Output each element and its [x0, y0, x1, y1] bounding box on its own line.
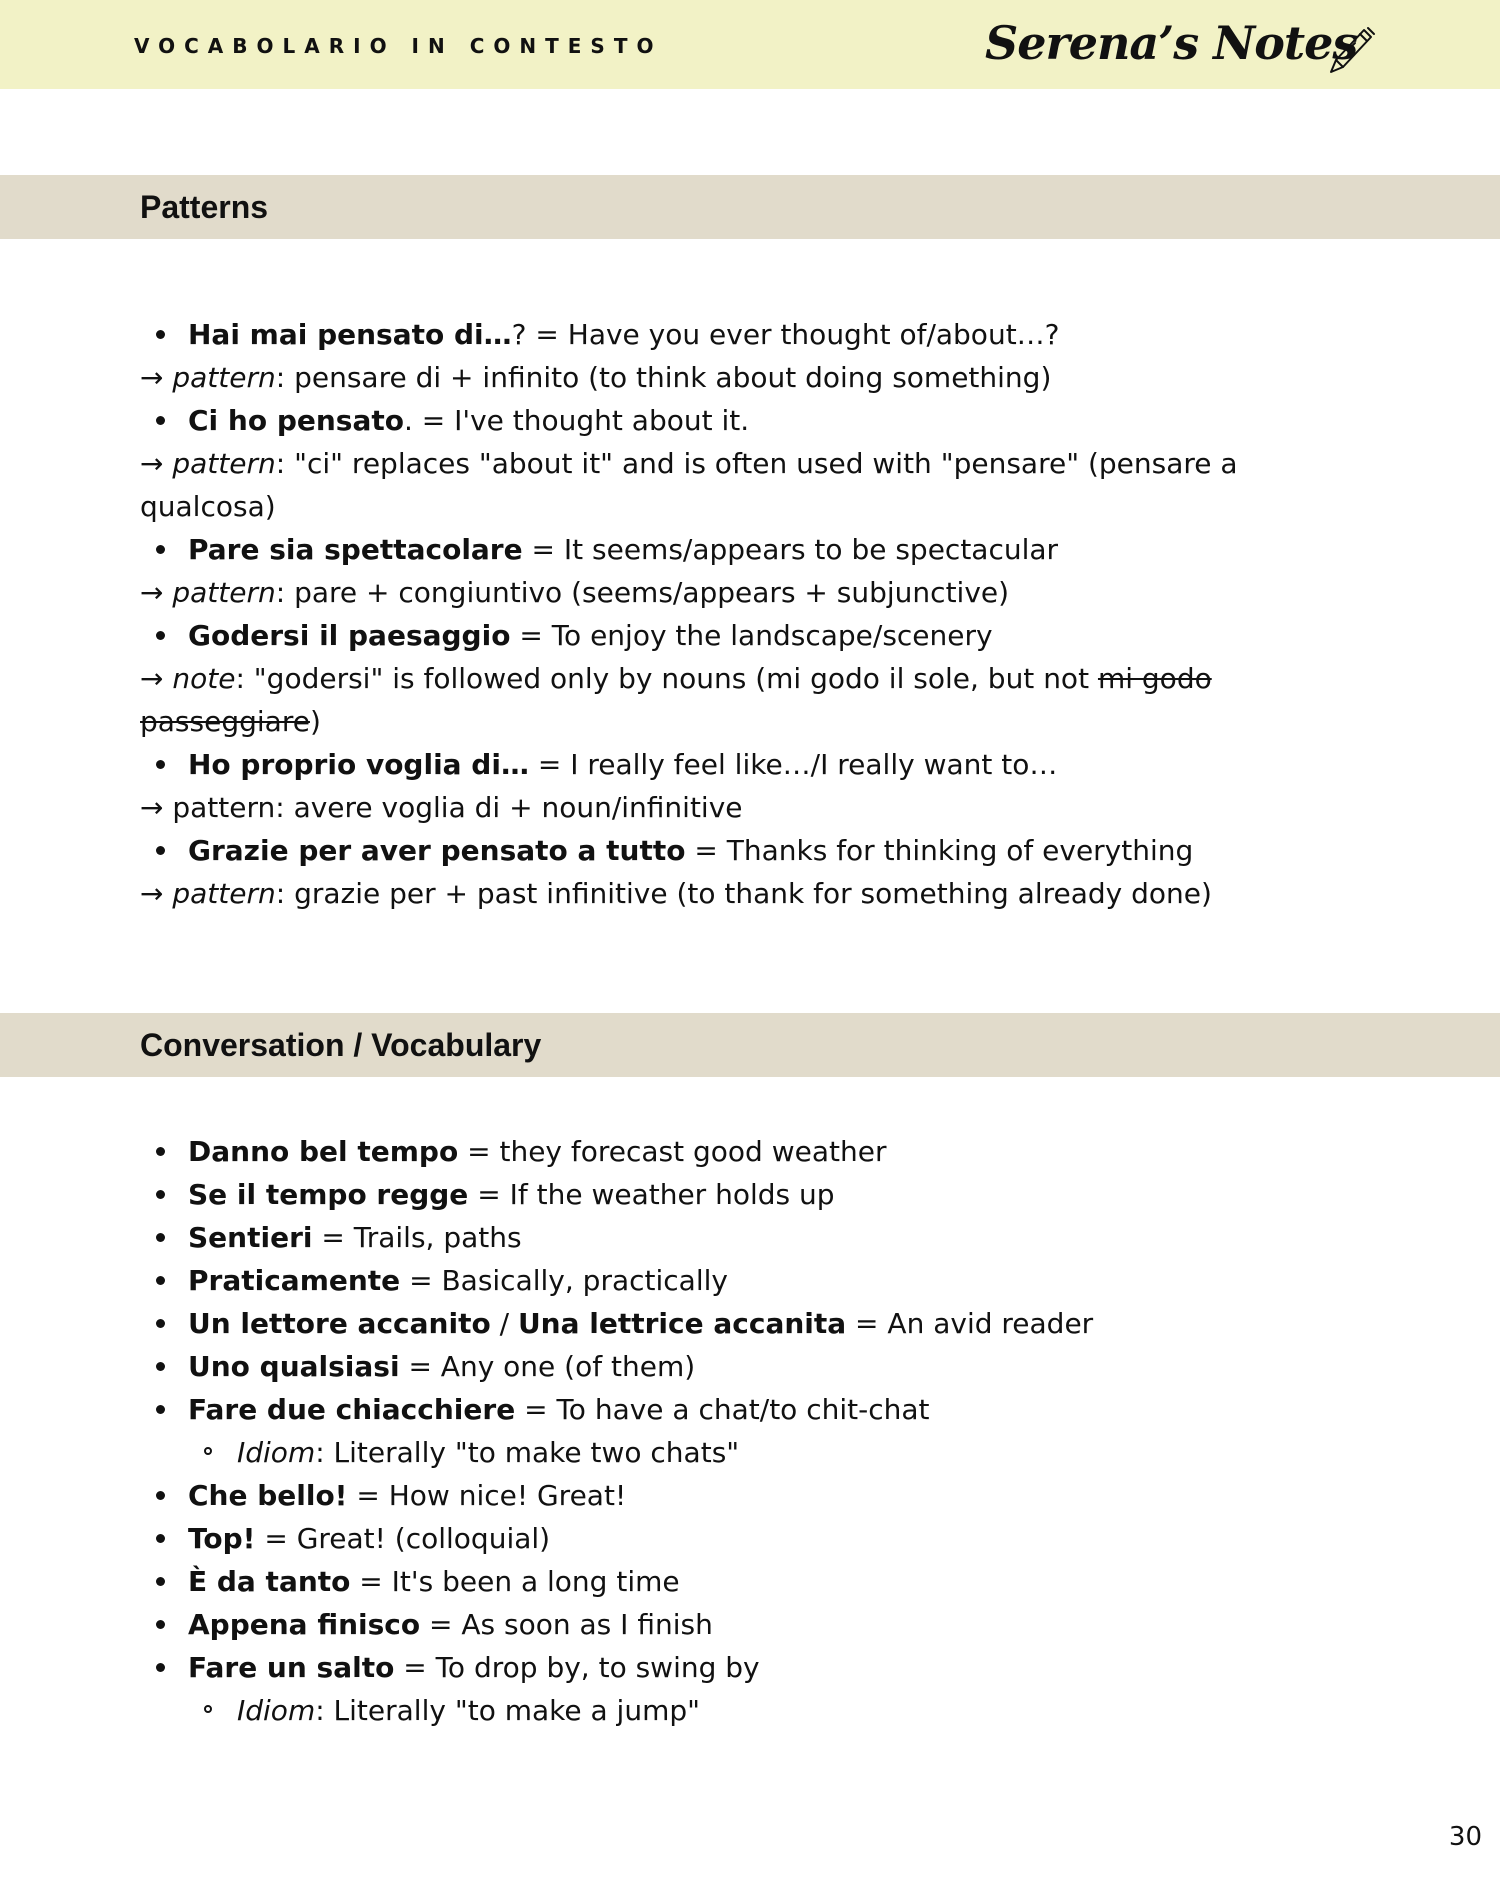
bullet-icon [156, 1190, 165, 1199]
list-item: È da tanto = It's been a long time [140, 1560, 1340, 1603]
list-item: Pare sia spettacolare = It seems/appears to be spectacular [140, 528, 1340, 571]
vocabulary-list [140, 1130, 1340, 1732]
list-item: Un lettore accanito / Una lettrice accanita = An avid reader [140, 1302, 1340, 1345]
sub-bullet-icon [204, 1447, 212, 1455]
pattern-note: → pattern: "ci" replaces "about it" and is often used with "pensare" (pensare a qualcosa) [140, 447, 1238, 523]
brand-title: Serena’s Notes [985, 16, 1358, 70]
list-item: Fare un salto = To drop by, to swing by [140, 1646, 1340, 1689]
list-item: Godersi il paesaggio = To enjoy the landscape/scenery [140, 614, 1340, 657]
list-item: Appena finisco = As soon as I finish [140, 1603, 1340, 1646]
list-item: Ho proprio voglia di… = I really feel like…/I really want to… [140, 743, 1340, 786]
list-item: Uno qualsiasi = Any one (of them) [140, 1345, 1340, 1388]
bullet-icon [156, 416, 165, 425]
list-item: Se il tempo regge = If the weather holds up [140, 1173, 1340, 1216]
page-number: 30 [1448, 1822, 1482, 1852]
bullet-icon [156, 846, 165, 855]
pattern-note: → pattern: avere voglia di + noun/infinitive [140, 791, 743, 824]
header-label: VOCABOLARIO IN CONTESTO [134, 34, 663, 58]
section-header-patterns [0, 175, 1500, 239]
bullet-icon [156, 1147, 165, 1156]
list-item: Grazie per aver pensato a tutto = Thanks for thinking of everything [140, 829, 1340, 872]
sub-bullet-icon [204, 1705, 212, 1713]
pattern-note: → pattern: grazie per + past infinitive (to thank for something already done) [140, 877, 1212, 910]
patterns-list [140, 313, 1340, 915]
bullet-icon [156, 1276, 165, 1285]
header-bar [0, 0, 1500, 89]
pattern-note: → note: "godersi" is followed only by nouns (mi godo il sole, but not mi godo passeggiare) [140, 662, 1212, 738]
bullet-icon [156, 545, 165, 554]
pen-icon [1324, 24, 1376, 78]
list-item: Top! = Great! (colloquial) [140, 1517, 1340, 1560]
bullet-icon [156, 1233, 165, 1242]
list-item: Ci ho pensato. = I've thought about it. [140, 399, 1340, 442]
bullet-icon [156, 330, 165, 339]
list-item: Sentieri = Trails, paths [140, 1216, 1340, 1259]
bullet-icon [156, 760, 165, 769]
list-item: Hai mai pensato di…? = Have you ever thought of/about…? [140, 313, 1340, 356]
bullet-icon [156, 1362, 165, 1371]
section-title: Conversation / Vocabulary [140, 1027, 542, 1063]
bullet-icon [156, 631, 165, 640]
pattern-note: → pattern: pare + congiuntivo (seems/appears + subjunctive) [140, 576, 1010, 609]
list-item: Fare due chiacchiere = To have a chat/to chit-chat [140, 1388, 1340, 1431]
bullet-icon [156, 1491, 165, 1500]
bullet-icon [156, 1663, 165, 1672]
bullet-icon [156, 1577, 165, 1586]
section-title: Patterns [140, 189, 269, 225]
sub-list-item: Idiom: Literally "to make a jump" [140, 1689, 1340, 1732]
list-item: Praticamente = Basically, practically [140, 1259, 1340, 1302]
bullet-icon [156, 1405, 165, 1414]
pattern-note: → pattern: pensare di + infinito (to think about doing something) [140, 361, 1052, 394]
bullet-icon [156, 1534, 165, 1543]
list-item: Che bello! = How nice! Great! [140, 1474, 1340, 1517]
section-header-vocabulary [0, 1013, 1500, 1077]
bullet-icon [156, 1620, 165, 1629]
list-item: Danno bel tempo = they forecast good weather [140, 1130, 1340, 1173]
sub-list-item: Idiom: Literally "to make two chats" [140, 1431, 1340, 1474]
bullet-icon [156, 1319, 165, 1328]
